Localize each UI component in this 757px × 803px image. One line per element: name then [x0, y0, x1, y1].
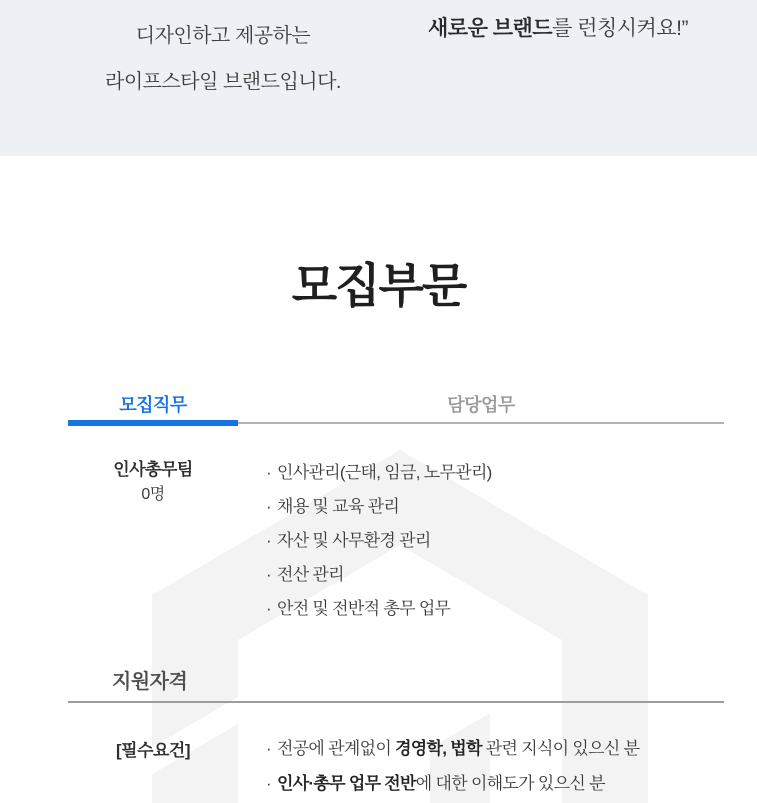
- requirement-label: [필수요건]: [115, 741, 190, 760]
- bullet-glyph: ·: [266, 599, 271, 618]
- tab-duty[interactable]: 담당업무: [447, 394, 515, 415]
- brand-intro-text: [78, 0, 368, 105]
- bullet-glyph: ·: [266, 463, 271, 482]
- duty-item: [266, 490, 492, 524]
- qualification-row: [68, 731, 724, 801]
- bullet-glyph: ·: [266, 739, 271, 758]
- requirement-label-cell: [68, 731, 238, 801]
- bullet-glyph: ·: [266, 531, 271, 550]
- duty-item: [266, 558, 492, 592]
- page-title: 모집부문: [291, 259, 466, 312]
- requirement-list: [266, 731, 639, 801]
- requirement-item: [266, 731, 639, 766]
- duty-item: [266, 592, 492, 626]
- duty-item: [266, 456, 492, 490]
- duty-text: 인사관리(근태, 임금, 노무관리): [276, 463, 492, 482]
- brand-quote-bold: 새로운 브랜드: [428, 17, 553, 40]
- req-text: 관련 지식이 있으신 분: [481, 739, 640, 758]
- brand-quote: [408, 13, 708, 45]
- team-name: 인사총무팀: [113, 460, 193, 479]
- duty-text: 채용 및 교육 관리: [276, 497, 400, 516]
- bullet-glyph: ·: [266, 774, 271, 793]
- req-text-bold: 인사·총무 업무 전반: [276, 774, 416, 793]
- table-header: [68, 387, 724, 427]
- duty-text: 전산 관리: [276, 565, 344, 584]
- duty-text: 안전 및 전반적 총무 업무: [276, 599, 451, 618]
- req-text: 전공에 관계없이: [276, 739, 396, 758]
- duty-text: 자산 및 사무환경 관리: [276, 531, 431, 550]
- active-tab-underline: [68, 420, 238, 426]
- table-row: [68, 456, 724, 626]
- bullet-glyph: ·: [266, 565, 271, 584]
- requirement-item: [266, 766, 639, 801]
- qualification-rule: [68, 701, 724, 703]
- duty-item: [266, 524, 492, 558]
- duty-list: [266, 456, 492, 626]
- brand-quote-rest: 를 런칭시켜요!”: [552, 17, 688, 40]
- intro-banner: [0, 0, 757, 156]
- brand-intro-line2: 디자인하고 제공하는: [135, 25, 311, 47]
- brand-intro-line-clipped: [78, 0, 368, 13]
- req-text-bold: 경영학, 법학: [395, 739, 482, 758]
- team-headcount: 0명: [141, 486, 165, 503]
- team-cell: [68, 456, 238, 626]
- tab-recruit-position[interactable]: 모집직무: [119, 394, 187, 415]
- qualification-heading: 지원자격: [112, 671, 188, 693]
- header-rule: [68, 420, 724, 427]
- req-text: 에 대한 이해도가 있으신 분: [415, 774, 605, 793]
- brand-intro-line3: 라이프스타일 브랜드입니다.: [105, 71, 341, 93]
- bullet-glyph: ·: [266, 497, 271, 516]
